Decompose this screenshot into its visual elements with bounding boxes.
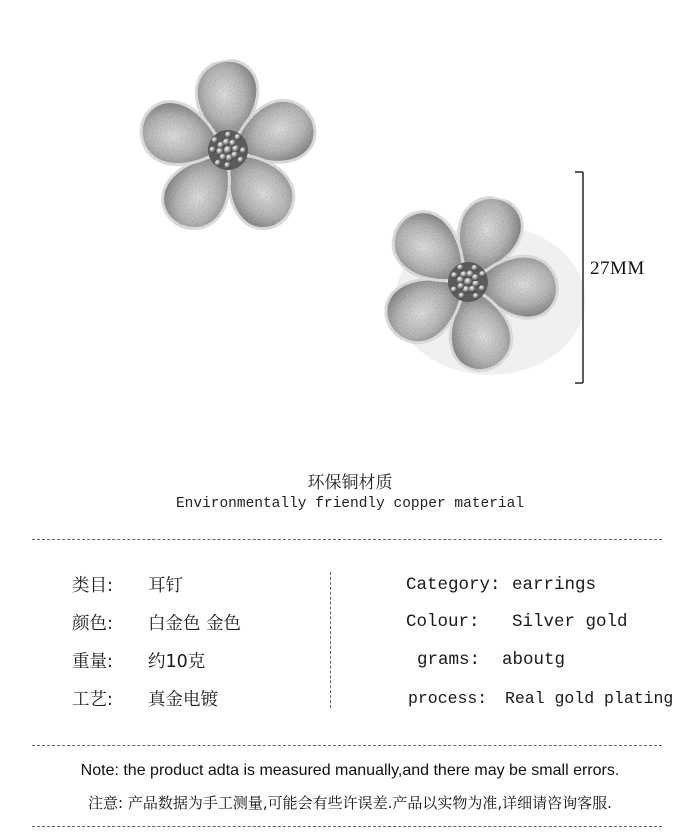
spec-cn-process-value: 真金电镀 <box>148 690 218 710</box>
spec-en-grams-label: grams: <box>417 650 481 670</box>
spec-en-grams-value: aboutg <box>502 650 566 670</box>
note-cn: 注意: 产品数据为手工测量,可能会有些许误差.产品以实物为准,详细请咨询客服. <box>88 794 612 812</box>
earring-left <box>123 46 340 260</box>
spec-en-process-label: process: <box>408 689 488 708</box>
spec-cn-category-value: 耳钉 <box>148 576 183 596</box>
dimension-label: 27MM <box>590 258 645 279</box>
spec-en-category-value: earrings <box>512 575 597 595</box>
spec-cn-color-label: 颜色: <box>72 614 113 634</box>
material-title-cn: 环保铜材质 <box>307 473 393 493</box>
divider-bottom <box>32 826 662 827</box>
spec-en-category-label: Category: <box>406 575 501 595</box>
spec-cn-weight-label: 重量: <box>72 652 113 672</box>
spec-cn-category-label: 类目: <box>72 576 113 596</box>
spec-cn-weight-value: 约10克 <box>148 652 206 672</box>
note-en: Note: the product adta is measured manually,and there may be small errors. <box>80 762 620 779</box>
spec-cn-process-label: 工艺: <box>72 690 113 710</box>
material-title-en: Environmentally friendly copper material <box>175 496 525 512</box>
earring-right <box>356 174 583 398</box>
spec-en-colour-label: Colour: <box>406 612 480 632</box>
divider-top <box>32 539 662 540</box>
spec-en-process-value: Real gold plating <box>505 689 674 708</box>
spec-en-colour-value: Silver gold <box>512 612 628 632</box>
divider-middle <box>32 745 662 746</box>
column-divider <box>330 572 331 708</box>
spec-cn-color-value: 白金色 金色 <box>148 614 242 634</box>
